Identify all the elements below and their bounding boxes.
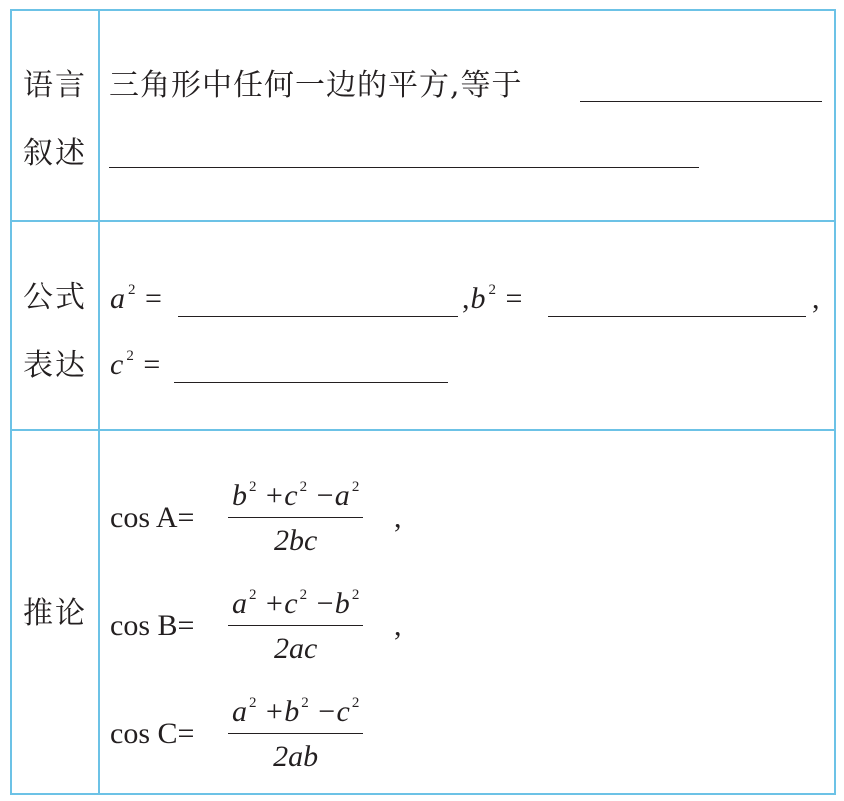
formula-label-line2: 表达 (23, 348, 87, 383)
cos-b-lhs: cos B= (110, 609, 195, 642)
cos-c-denominator: 2ab (273, 740, 319, 773)
law-of-cosines-table (10, 9, 836, 795)
equals-sign: = (143, 348, 162, 381)
equals-sign: = (145, 282, 163, 315)
cos-a-formula (110, 479, 430, 559)
equals-sign: = (505, 282, 524, 315)
cos-c-fraction (228, 695, 363, 774)
cos-b-formula (110, 587, 430, 667)
b-squared-equals (462, 284, 523, 314)
cos-a-comma: , (394, 501, 402, 534)
c-squared-equals (110, 350, 161, 380)
cos-a-fraction (228, 479, 363, 558)
formula-label-line1: 公式 (23, 280, 87, 315)
cos-c-formula (110, 695, 430, 775)
verbal-label-line2: 叙述 (23, 136, 87, 171)
verbal-label-line1: 语言 (23, 68, 87, 103)
separator-comma: , (462, 282, 471, 315)
cos-b-numerator: a $^2$ +c $^2$ −b $^2$ (232, 587, 360, 620)
fraction-bar (228, 517, 363, 518)
fraction-bar (228, 733, 363, 734)
fraction-bar (228, 625, 363, 626)
answer-blank-verbal-1[interactable] (580, 101, 822, 102)
cos-c-lhs: cos C= (110, 717, 195, 750)
column-divider (98, 222, 100, 429)
verbal-statement-row (12, 11, 834, 220)
cos-a-lhs: cos A= (110, 501, 195, 534)
exponent-2: 2 (128, 282, 137, 298)
variable-c: c (110, 348, 125, 381)
answer-blank-verbal-2[interactable] (109, 167, 699, 168)
answer-blank-c-squared[interactable] (174, 382, 448, 383)
end-comma: , (812, 282, 821, 315)
answer-blank-a-squared[interactable] (178, 316, 458, 317)
verbal-statement-text: 三角形中任何一边的平方,等于 (109, 68, 523, 103)
answer-blank-b-squared[interactable] (548, 316, 806, 317)
variable-b: b (470, 282, 487, 315)
cos-b-denominator: 2ac (273, 632, 318, 665)
a-squared-equals (110, 284, 163, 314)
variable-a: a (110, 282, 126, 315)
column-divider (98, 11, 100, 220)
inference-label: 推论 (23, 596, 87, 631)
inference-row (12, 429, 834, 793)
column-divider (98, 431, 100, 793)
cos-a-numerator: b $^2$ +c $^2$ −a $^2$ (232, 479, 360, 512)
exponent-2: 2 (488, 282, 497, 298)
exponent-2: 2 (126, 348, 135, 364)
cos-b-fraction (228, 587, 363, 666)
cos-a-denominator: 2bc (273, 524, 318, 557)
cos-c-numerator: a $^2$ +b $^2$ −c $^2$ (232, 695, 360, 728)
formula-row (12, 220, 834, 429)
cos-b-comma: , (394, 609, 402, 642)
